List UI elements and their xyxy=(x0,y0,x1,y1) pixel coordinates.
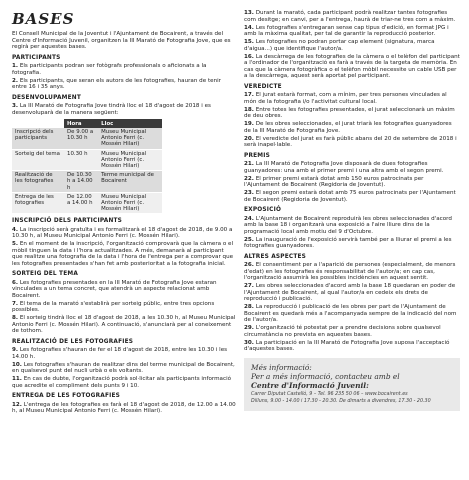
clause-number: 12. xyxy=(12,401,22,408)
clause-text: Les fotografies s'entregaran sense cap tipus d'edició, en format JPG i amb la màxima qualitat, per tal de garantir la reproducció posterior. xyxy=(244,24,449,37)
clause-number: 1. xyxy=(12,63,19,69)
clause-number: 10. xyxy=(12,361,22,368)
clause-text: Durant la marató, cada participant podrà realitzar tantes fotografies com desitge; en canvi, per a l'entrega, haurà de triar-ne tres com a màxim. xyxy=(244,10,456,23)
clause-text: La participació en la III Marató de Fotografia Jove suposa l'acceptació d'aquestes bases. xyxy=(244,339,450,352)
clause-paragraph xyxy=(12,280,236,300)
info-box-centre: Centre d'Informació Juvenil: xyxy=(251,380,369,390)
section-heading: EXPOSICIÓ xyxy=(244,207,282,213)
clause-number: 23. xyxy=(244,190,254,196)
clause-text: Les fotografies no podran portar cap element (signatura, marca d'aigua...) que identifique l'autor/a. xyxy=(244,39,435,52)
clause-number: 15. xyxy=(244,39,254,45)
clause-paragraph xyxy=(244,237,460,250)
clause-number: 20. xyxy=(244,135,254,142)
clause-text: Els participants podran ser fotògrafs professionals o aficionats a la fotografia. xyxy=(12,63,207,76)
clause-paragraph xyxy=(244,54,460,80)
info-box-address: Carrer Diputat Castelló, 9 – Tel. 96 235 50 06 – www.bocairent.es xyxy=(251,391,408,397)
clause-number: 18. xyxy=(244,106,254,113)
clause-number: 2. xyxy=(12,77,19,84)
clause-number: 30. xyxy=(244,339,254,346)
schedule-header-cell xyxy=(12,119,64,128)
clause-paragraph xyxy=(244,136,460,149)
clause-paragraph xyxy=(12,241,236,267)
intro-paragraph: El Consell Municipal de la Joventut i l'Ajuntament de Bocairent, a través del Centre d'Informació Juvenil, organitzen la III Marató de Fotografia Jove, que es regirà per aquestes bases. xyxy=(12,31,231,50)
clause-text: La reproducció i publicació de les obres per part de l'Ajuntament de Bocairent es quedarà més a l'acompanyada sempre de la indicació del nom de l'autor/a. xyxy=(244,304,457,323)
clause-text: De les obres seleccionades, el jurat triarà les fotografies guanyadores de la III Marató de Fotografia Jove. xyxy=(244,121,452,134)
clause-text: El primer premi estarà dotat amb 150 euros patrocinats per l'Ajuntament de Bocairent (Regidoria de Joventut). xyxy=(244,175,424,188)
clause-number: 13. xyxy=(244,10,254,16)
schedule-body xyxy=(12,128,162,214)
schedule-row xyxy=(12,149,162,171)
clause-text: L'Ajuntament de Bocairent reproduirà les obres seleccionades d'acord amb la base 18 i organitzarà una exposició a l'aire lliure dins de la programació local amb motiu del 9 d'Octubre. xyxy=(244,215,452,235)
schedule-cell: Realització de les fotografies xyxy=(12,171,64,193)
clause-paragraph xyxy=(12,362,236,375)
clause-paragraph xyxy=(244,107,460,120)
schedule-header-cell: Lloc xyxy=(98,119,162,128)
clause-number: 3. xyxy=(12,103,19,109)
page-title: BASES xyxy=(12,10,75,28)
clause-text: La III Marató de Fotografia Jove tindrà lloc el 18 d'agost de 2018 i es desenvoluparà de la manera següent: xyxy=(12,103,211,116)
clause-paragraph xyxy=(244,39,460,52)
clause-paragraph xyxy=(244,176,460,189)
clause-paragraph xyxy=(12,227,236,240)
clause-paragraph xyxy=(244,325,460,338)
clause-number: 26. xyxy=(244,262,254,268)
info-box xyxy=(244,358,460,411)
clause-number: 28. xyxy=(244,304,254,310)
clause-number: 5. xyxy=(12,241,19,248)
clause-text: En cas de dubte, l'organització podrà sol·licitar als participants informació que acredite el compliment dels punts 9 i 10. xyxy=(12,376,232,389)
section-heading: PREMIS xyxy=(244,152,270,159)
clause-text: Les fotografies presentades en la III Marató de Fotografia Jove estaran vinculades a un tema concret, que atendrà un aspecte relacionat amb Bocairent. xyxy=(12,279,217,299)
left-column xyxy=(12,10,236,416)
clause-number: 21. xyxy=(244,161,254,167)
schedule-header-cell: Hora xyxy=(64,119,98,128)
info-box-heading: Més informació: xyxy=(251,362,312,372)
section-heading: ENTREGA DE LES FOTOGRAFIES xyxy=(12,393,121,400)
clause-paragraph xyxy=(244,216,460,236)
clause-paragraph xyxy=(12,315,236,335)
clause-text: En el moment de la inscripció, l'organització comprovarà que la càmera o el mòbil tinguen la data i l'hora actualitzades. A més, demanarà al participant que realitze una fotografia de la data i l'hora de l'entrega per a comprovar que les fotografies presentades s'han fet amb posterioritat a la fotografia inicial. xyxy=(12,241,234,267)
left-sections xyxy=(12,55,236,117)
section-heading: DESENVOLUPAMENT xyxy=(12,94,82,101)
clause-paragraph xyxy=(244,190,460,203)
schedule-cell: De 10.30 h a 14.00 h xyxy=(64,171,98,193)
clause-paragraph xyxy=(12,63,236,76)
info-box-hours: Dilluns, 9.00 - 14.00 i 17.30 - 20.30. De dimarts a divendres, 17.30 - 20.30 xyxy=(251,399,431,404)
clause-text: El jurat estarà format, com a mínim, per tres persones vinculades al món de la fotografia i/o l'activitat cultural local. xyxy=(244,92,447,105)
schedule-cell: Museu Municipal Antonio Ferri (c. Mossén Hilari) xyxy=(98,128,162,149)
schedule-cell: Inscripció dels participants xyxy=(12,128,64,149)
schedule-table xyxy=(12,119,162,214)
clause-text: El tema de la marató s'establirà per sorteig públic, entre tres opcions possibles. xyxy=(12,300,215,314)
clause-paragraph xyxy=(12,78,236,91)
clause-number: 19. xyxy=(244,121,254,127)
schedule-cell: Terme municipal de Bocairent xyxy=(98,171,162,193)
schedule-cell: Museu Municipal Antonio Ferri (c. Mossén Hilari) xyxy=(98,149,162,171)
clause-text: La descàrrega de les fotografies de la càmera o el telèfon del participant a l'ordinador de l'organització es farà a través de la targeta de memòria. En cas que la càmera fotogràfica o el telèfon mòbil necessite un cable USB per a la descàrrega, aquest serà aportat pel participant. xyxy=(244,53,460,79)
clause-number: 29. xyxy=(244,325,254,331)
clause-text: El segon premi estarà dotat amb 75 euros patrocinats per l'Ajuntament de Bocairent (Regidoria de Joventut). xyxy=(244,190,456,203)
clause-number: 9. xyxy=(12,347,19,354)
clause-paragraph xyxy=(12,103,236,116)
clause-text: El consentiment per a l'aparició de persones (especialment, de menors d'edat) en les fotografies és responsabilitat de l'autor/a; en cap cas, l'organització assumirà les possibles incidències en aquest sentit. xyxy=(244,262,456,281)
left-sections-2 xyxy=(12,218,236,415)
clause-number: 27. xyxy=(244,283,254,289)
clause-text: Entre totes les fotografies presentades, el jurat seleccionarà un màxim de deu obres. xyxy=(244,106,455,119)
section-heading: PARTICIPANTS xyxy=(12,54,61,61)
clause-text: L'organització té potestat per a prendre decisions sobre qualsevol circumstància no prevista en aquestes bases. xyxy=(244,325,441,338)
info-box-text: Per a més informació, contacteu amb el xyxy=(251,371,400,381)
clause-number: 14. xyxy=(244,24,254,31)
clause-paragraph xyxy=(244,10,460,23)
clause-text: L'entrega de les fotografies es farà el 18 d'agost de 2018, de 12.00 a 14.00 h, al Museu Municipal Antonio Ferri (c. Mossén Hilari). xyxy=(12,401,236,415)
clause-paragraph xyxy=(244,161,460,174)
clause-paragraph xyxy=(12,402,236,415)
section-heading: SORTEIG DEL TEMA xyxy=(12,271,79,278)
clause-text: Les fotografies s'hauran de realitzar dins del terme municipal de Bocairent, en qualsevol punt del nucli urbà o els voltants. xyxy=(12,361,235,375)
right-column xyxy=(244,10,460,411)
schedule-cell: Sorteig del tema xyxy=(12,149,64,171)
clause-text: Les fotografies s'hauran de fer el 18 d'agost de 2018, entre les 10.30 i les 14.00 h. xyxy=(12,347,228,360)
schedule-row xyxy=(12,171,162,193)
clause-paragraph xyxy=(244,304,460,324)
schedule-row xyxy=(12,192,162,214)
schedule-cell: De 12.00 a 14.00 h xyxy=(64,192,98,214)
section-heading: VEREDICTE xyxy=(244,83,282,90)
clause-text: La inauguració de l'exposició servirà també per a lliurar el premi a les fotografies guanyadores. xyxy=(244,236,452,249)
clause-paragraph xyxy=(12,376,236,389)
schedule-header-row xyxy=(12,119,162,128)
schedule-cell: Museu Municipal Antonio Ferri (c. Mossén Hilari) xyxy=(98,192,162,214)
clause-paragraph xyxy=(244,121,460,134)
clause-text: Les obres seleccionades d'acord amb la base 18 quedaran en poder de l'Ajuntament de Bocairent, al qual l'autor/a en cedeix els drets de reproducció i publicació. xyxy=(244,283,456,302)
clause-number: 6. xyxy=(12,279,19,286)
clause-text: La III Marató de Fotografia Jove disposarà de dues fotografies guanyadores: una amb el primer premi i una altra amb el segon premi. xyxy=(244,161,444,174)
clause-text: El sorteig tindrà lloc el 18 d'agost de 2018, a les 10.30 h, al Museu Municipal Antonio Ferri (c. Mossén Hilari). A continuació, s'anunciarà per al coneixement de tothom. xyxy=(12,315,236,335)
section-heading: ALTRES ASPECTES xyxy=(244,253,307,260)
clause-number: 25. xyxy=(244,236,254,243)
schedule-cell: Entrega de les fotografies xyxy=(12,192,64,214)
schedule-row xyxy=(12,128,162,149)
clause-paragraph xyxy=(244,262,460,282)
clause-paragraph xyxy=(244,340,460,353)
clause-number: 7. xyxy=(12,300,19,307)
clause-number: 16. xyxy=(244,53,254,60)
clause-paragraph xyxy=(244,92,460,105)
clause-number: 17. xyxy=(244,92,254,98)
clause-number: 24. xyxy=(244,215,254,222)
clause-number: 22. xyxy=(244,175,254,182)
clause-text: El veredicte del jurat es farà públic abans del 20 de setembre de 2018 i serà inapel·lable. xyxy=(244,135,457,148)
clause-paragraph xyxy=(244,283,460,303)
clause-paragraph xyxy=(244,25,460,38)
clause-paragraph xyxy=(12,347,236,360)
clause-text: Els participants, que seran els autors de les fotografies, hauran de tenir entre 16 i 35 anys. xyxy=(12,77,221,90)
clause-number: 11. xyxy=(12,376,22,383)
schedule-cell: De 9.00 a 10.30 h xyxy=(64,128,98,149)
right-sections xyxy=(244,10,460,353)
clause-paragraph xyxy=(12,301,236,314)
section-heading: REALITZACIÓ DE LES FOTOGRAFIES xyxy=(12,338,134,345)
schedule-cell: 10.30 h xyxy=(64,149,98,171)
clause-number: 8. xyxy=(12,315,19,322)
section-heading: INSCRIPCIÓ DELS PARTICIPANTS xyxy=(12,218,123,225)
clause-text: La inscripció serà gratuïta i es formalitzarà el 18 d'agost de 2018, de 9.00 a 10.30 h, al Museu Municipal Antonio Ferri (c. Mossén Hilari). xyxy=(12,226,233,240)
clause-number: 4. xyxy=(12,226,19,233)
